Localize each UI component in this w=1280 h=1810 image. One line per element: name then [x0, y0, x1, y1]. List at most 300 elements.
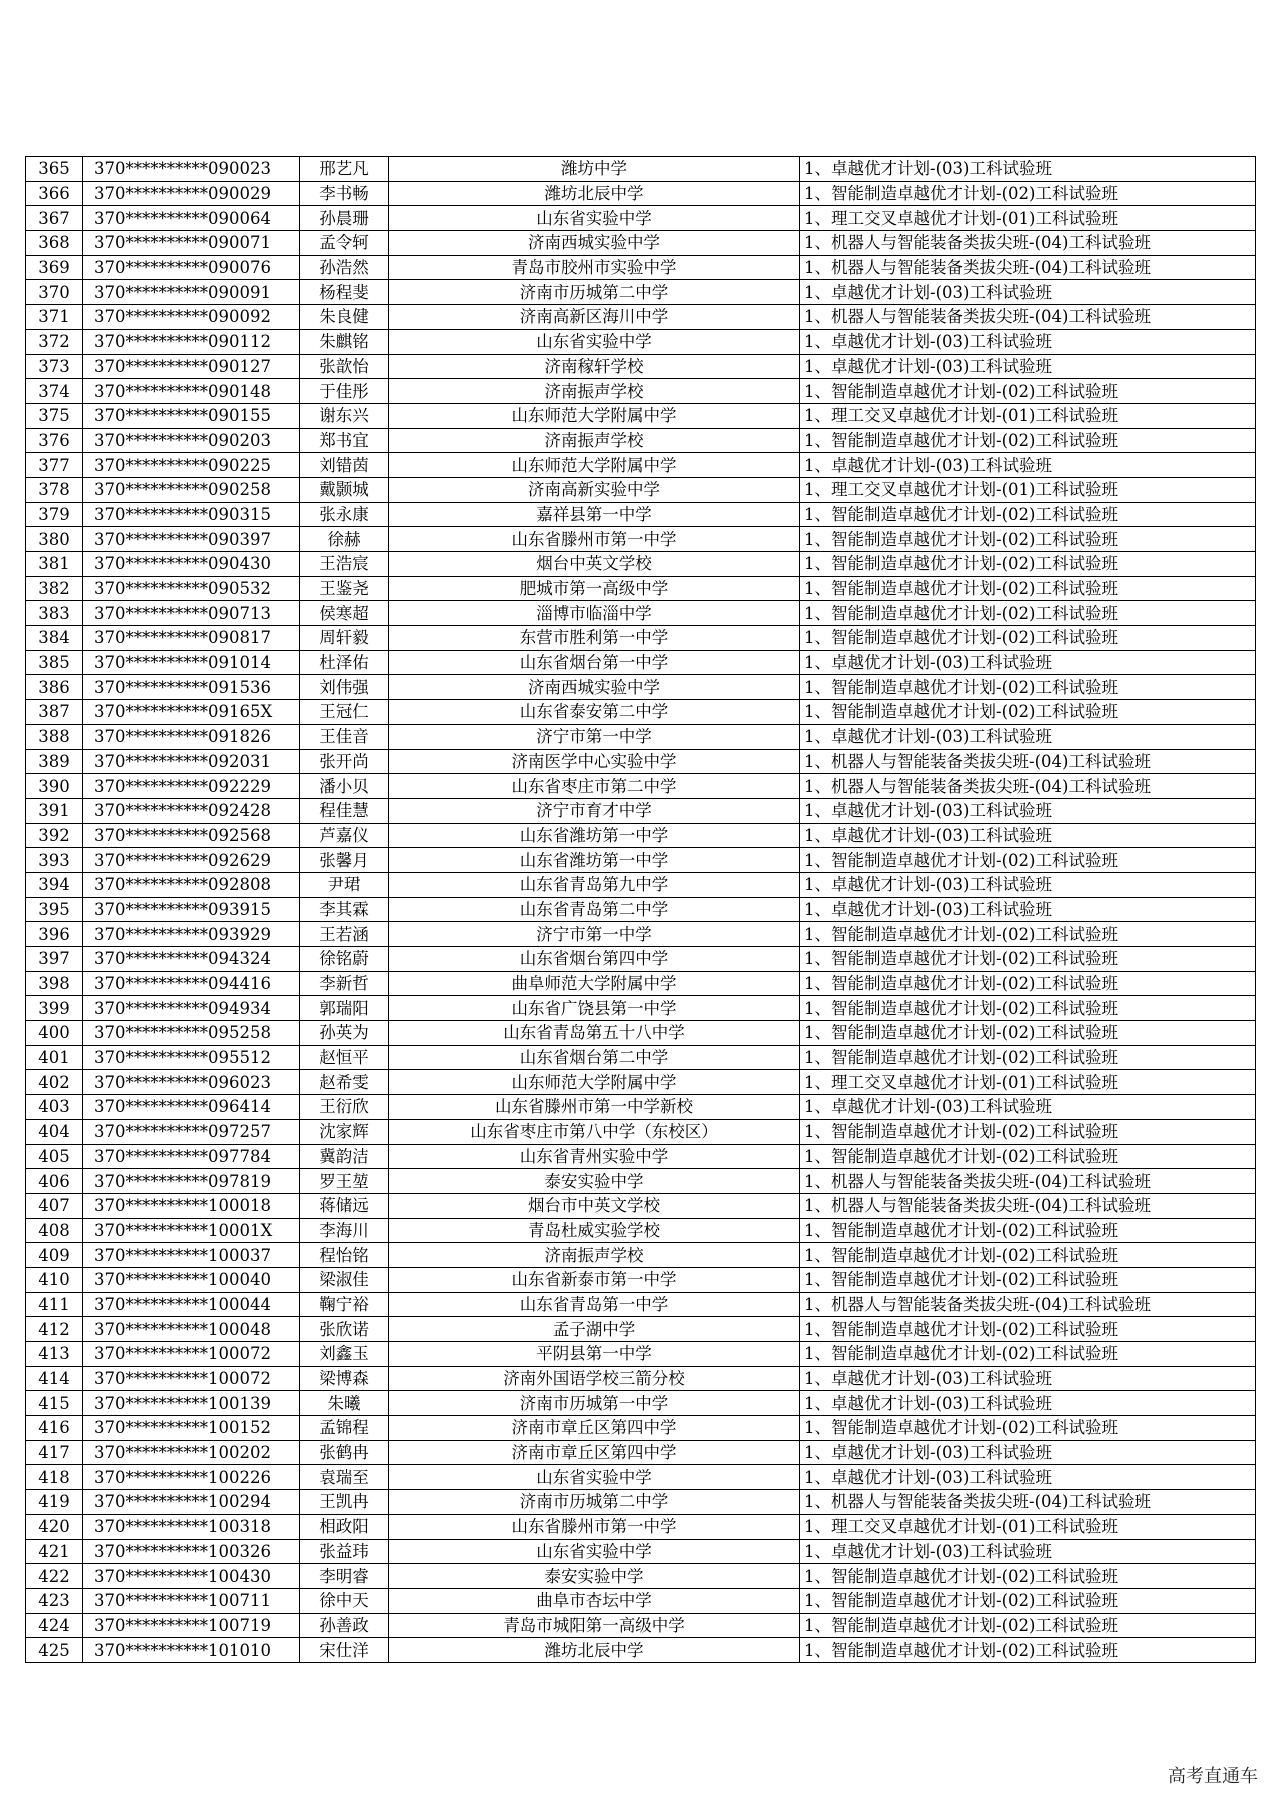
table-row	[26, 477, 1256, 502]
table-row	[26, 403, 1256, 428]
school-name-cell: 济南市章丘区第四中学	[389, 1416, 800, 1441]
student-id-cell: 370**********096414	[83, 1095, 300, 1120]
school-name-cell: 山东省实验中学	[389, 206, 800, 231]
row-number-cell: 421	[26, 1539, 83, 1564]
row-number-cell: 376	[26, 428, 83, 453]
student-name-cell: 张歆怡	[300, 354, 389, 379]
program-name-cell: 1、机器人与智能装备类拔尖班-(04)工科试验班	[800, 1169, 1256, 1194]
row-number-cell: 375	[26, 403, 83, 428]
student-id-cell: 370**********090258	[83, 477, 300, 502]
student-id-cell: 370**********100719	[83, 1613, 300, 1638]
table-row	[26, 872, 1256, 897]
row-number-cell: 388	[26, 724, 83, 749]
school-name-cell: 山东省烟台第四中学	[389, 947, 800, 972]
table-row	[26, 650, 1256, 675]
school-name-cell: 济南振声学校	[389, 1243, 800, 1268]
student-id-cell: 370**********090203	[83, 428, 300, 453]
student-name-cell: 王若涵	[300, 922, 389, 947]
table-row	[26, 1366, 1256, 1391]
student-id-cell: 370**********100318	[83, 1514, 300, 1539]
row-number-cell: 381	[26, 552, 83, 577]
student-name-cell: 郭瑞阳	[300, 996, 389, 1021]
watermark-text: 高考直通车	[1168, 1766, 1258, 1787]
program-name-cell: 1、卓越优才计划-(03)工科试验班	[800, 1539, 1256, 1564]
student-name-cell: 张馨月	[300, 848, 389, 873]
table-row	[26, 1613, 1256, 1638]
program-name-cell: 1、智能制造卓越优才计划-(02)工科试验班	[800, 1243, 1256, 1268]
row-number-cell: 410	[26, 1267, 83, 1292]
school-name-cell: 山东师范大学附属中学	[389, 403, 800, 428]
school-name-cell: 济南振声学校	[389, 428, 800, 453]
table-row	[26, 626, 1256, 651]
school-name-cell: 山东省实验中学	[389, 329, 800, 354]
student-name-cell: 张鹤冉	[300, 1440, 389, 1465]
table-row	[26, 552, 1256, 577]
student-name-cell: 王鉴尧	[300, 576, 389, 601]
program-name-cell: 1、理工交叉卓越优才计划-(01)工科试验班	[800, 206, 1256, 231]
student-id-cell: 370**********100037	[83, 1243, 300, 1268]
program-name-cell: 1、机器人与智能装备类拔尖班-(04)工科试验班	[800, 774, 1256, 799]
row-number-cell: 409	[26, 1243, 83, 1268]
student-id-cell: 370**********090430	[83, 552, 300, 577]
row-number-cell: 400	[26, 1021, 83, 1046]
table-row	[26, 601, 1256, 626]
student-name-cell: 孙晨珊	[300, 206, 389, 231]
school-name-cell: 山东省青岛第一中学	[389, 1292, 800, 1317]
row-number-cell: 422	[26, 1564, 83, 1589]
student-name-cell: 邢艺凡	[300, 157, 389, 182]
school-name-cell: 济南市历城第二中学	[389, 1490, 800, 1515]
row-number-cell: 387	[26, 700, 83, 725]
row-number-cell: 405	[26, 1144, 83, 1169]
student-id-cell: 370**********091826	[83, 724, 300, 749]
program-name-cell: 1、卓越优才计划-(03)工科试验班	[800, 1366, 1256, 1391]
student-id-cell: 370**********100202	[83, 1440, 300, 1465]
program-name-cell: 1、卓越优才计划-(03)工科试验班	[800, 872, 1256, 897]
table-row	[26, 280, 1256, 305]
school-name-cell: 山东省滕州市第一中学	[389, 527, 800, 552]
program-name-cell: 1、机器人与智能装备类拔尖班-(04)工科试验班	[800, 749, 1256, 774]
program-name-cell: 1、智能制造卓越优才计划-(02)工科试验班	[800, 1144, 1256, 1169]
row-number-cell: 392	[26, 823, 83, 848]
student-name-cell: 李书畅	[300, 181, 389, 206]
table-row	[26, 255, 1256, 280]
row-number-cell: 367	[26, 206, 83, 231]
school-name-cell: 济南高新区海川中学	[389, 305, 800, 330]
program-name-cell: 1、智能制造卓越优才计划-(02)工科试验班	[800, 1218, 1256, 1243]
student-name-cell: 李海川	[300, 1218, 389, 1243]
row-number-cell: 401	[26, 1045, 83, 1070]
school-name-cell: 济南高新实验中学	[389, 477, 800, 502]
program-name-cell: 1、智能制造卓越优才计划-(02)工科试验班	[800, 1564, 1256, 1589]
student-id-cell: 370**********092629	[83, 848, 300, 873]
student-name-cell: 李新哲	[300, 971, 389, 996]
program-name-cell: 1、机器人与智能装备类拔尖班-(04)工科试验班	[800, 1292, 1256, 1317]
table-row	[26, 1169, 1256, 1194]
school-name-cell: 烟台市中英文学校	[389, 1193, 800, 1218]
student-id-cell: 370**********100711	[83, 1588, 300, 1613]
table-row	[26, 206, 1256, 231]
student-name-cell: 张永康	[300, 502, 389, 527]
school-name-cell: 山东省滕州市第一中学新校	[389, 1095, 800, 1120]
table-row	[26, 971, 1256, 996]
student-name-cell: 刘伟强	[300, 675, 389, 700]
row-number-cell: 406	[26, 1169, 83, 1194]
table-row	[26, 181, 1256, 206]
student-name-cell: 张益玮	[300, 1539, 389, 1564]
table-row	[26, 1267, 1256, 1292]
admission-list	[25, 156, 1255, 1663]
student-name-cell: 孟令轲	[300, 231, 389, 256]
table-row	[26, 1539, 1256, 1564]
row-number-cell: 413	[26, 1342, 83, 1367]
student-id-cell: 370**********100430	[83, 1564, 300, 1589]
student-id-cell: 370**********092229	[83, 774, 300, 799]
student-id-cell: 370**********090064	[83, 206, 300, 231]
program-name-cell: 1、智能制造卓越优才计划-(02)工科试验班	[800, 576, 1256, 601]
table-row	[26, 1638, 1256, 1663]
school-name-cell: 潍坊北辰中学	[389, 1638, 800, 1663]
program-name-cell: 1、智能制造卓越优才计划-(02)工科试验班	[800, 675, 1256, 700]
row-number-cell: 404	[26, 1119, 83, 1144]
school-name-cell: 青岛市胶州市实验中学	[389, 255, 800, 280]
school-name-cell: 山东省烟台第二中学	[389, 1045, 800, 1070]
program-name-cell: 1、智能制造卓越优才计划-(02)工科试验班	[800, 601, 1256, 626]
program-name-cell: 1、智能制造卓越优才计划-(02)工科试验班	[800, 1342, 1256, 1367]
row-number-cell: 368	[26, 231, 83, 256]
student-name-cell: 潘小贝	[300, 774, 389, 799]
row-number-cell: 399	[26, 996, 83, 1021]
school-name-cell: 山东师范大学附属中学	[389, 453, 800, 478]
row-number-cell: 365	[26, 157, 83, 182]
row-number-cell: 425	[26, 1638, 83, 1663]
student-name-cell: 于佳彤	[300, 379, 389, 404]
student-id-cell: 370**********10001X	[83, 1218, 300, 1243]
student-id-cell: 370**********094324	[83, 947, 300, 972]
table-row	[26, 947, 1256, 972]
student-name-cell: 王佳音	[300, 724, 389, 749]
student-id-cell: 370**********100152	[83, 1416, 300, 1441]
school-name-cell: 泰安实验中学	[389, 1169, 800, 1194]
program-name-cell: 1、智能制造卓越优才计划-(02)工科试验班	[800, 1021, 1256, 1046]
table-row	[26, 428, 1256, 453]
program-name-cell: 1、机器人与智能装备类拔尖班-(04)工科试验班	[800, 305, 1256, 330]
table-row	[26, 453, 1256, 478]
table-row	[26, 897, 1256, 922]
student-id-cell: 370**********096023	[83, 1070, 300, 1095]
program-name-cell: 1、智能制造卓越优才计划-(02)工科试验班	[800, 181, 1256, 206]
student-id-cell: 370**********090532	[83, 576, 300, 601]
student-name-cell: 朱良健	[300, 305, 389, 330]
student-name-cell: 李其霖	[300, 897, 389, 922]
table-row	[26, 1391, 1256, 1416]
school-name-cell: 肥城市第一高级中学	[389, 576, 800, 601]
student-id-cell: 370**********097784	[83, 1144, 300, 1169]
student-id-cell: 370**********090148	[83, 379, 300, 404]
row-number-cell: 414	[26, 1366, 83, 1391]
student-name-cell: 王衍欣	[300, 1095, 389, 1120]
school-name-cell: 山东省青岛第五十八中学	[389, 1021, 800, 1046]
row-number-cell: 380	[26, 527, 83, 552]
student-name-cell: 沈家辉	[300, 1119, 389, 1144]
program-name-cell: 1、卓越优才计划-(03)工科试验班	[800, 724, 1256, 749]
school-name-cell: 潍坊北辰中学	[389, 181, 800, 206]
table-row	[26, 305, 1256, 330]
student-id-cell: 370**********092031	[83, 749, 300, 774]
table-row	[26, 1292, 1256, 1317]
student-id-cell: 370**********100072	[83, 1342, 300, 1367]
row-number-cell: 373	[26, 354, 83, 379]
table-row	[26, 1317, 1256, 1342]
row-number-cell: 398	[26, 971, 83, 996]
student-id-cell: 370**********090155	[83, 403, 300, 428]
student-id-cell: 370**********100018	[83, 1193, 300, 1218]
school-name-cell: 山东省广饶县第一中学	[389, 996, 800, 1021]
school-name-cell: 山东省青岛第二中学	[389, 897, 800, 922]
student-name-cell: 杜泽佑	[300, 650, 389, 675]
row-number-cell: 407	[26, 1193, 83, 1218]
student-id-cell: 370**********100226	[83, 1465, 300, 1490]
student-id-cell: 370**********092428	[83, 798, 300, 823]
table-row	[26, 1564, 1256, 1589]
table-body	[26, 157, 1256, 1663]
program-name-cell: 1、智能制造卓越优才计划-(02)工科试验班	[800, 947, 1256, 972]
school-name-cell: 曲阜市杏坛中学	[389, 1588, 800, 1613]
student-name-cell: 李明睿	[300, 1564, 389, 1589]
student-id-cell: 370**********095258	[83, 1021, 300, 1046]
student-id-cell: 370**********090029	[83, 181, 300, 206]
student-name-cell: 周轩毅	[300, 626, 389, 651]
student-id-cell: 370**********100326	[83, 1539, 300, 1564]
student-name-cell: 刘鑫玉	[300, 1342, 389, 1367]
table-row	[26, 700, 1256, 725]
program-name-cell: 1、智能制造卓越优才计划-(02)工科试验班	[800, 1613, 1256, 1638]
school-name-cell: 淄博市临淄中学	[389, 601, 800, 626]
student-id-cell: 370**********092568	[83, 823, 300, 848]
table-row	[26, 1021, 1256, 1046]
student-name-cell: 孙英为	[300, 1021, 389, 1046]
row-number-cell: 403	[26, 1095, 83, 1120]
row-number-cell: 370	[26, 280, 83, 305]
row-number-cell: 377	[26, 453, 83, 478]
row-number-cell: 420	[26, 1514, 83, 1539]
row-number-cell: 395	[26, 897, 83, 922]
student-name-cell: 郑书宜	[300, 428, 389, 453]
student-id-cell: 370**********090092	[83, 305, 300, 330]
program-name-cell: 1、智能制造卓越优才计划-(02)工科试验班	[800, 1119, 1256, 1144]
student-name-cell: 孙浩然	[300, 255, 389, 280]
row-number-cell: 393	[26, 848, 83, 873]
row-number-cell: 408	[26, 1218, 83, 1243]
student-id-cell: 370**********093929	[83, 922, 300, 947]
table-row	[26, 1095, 1256, 1120]
program-name-cell: 1、智能制造卓越优才计划-(02)工科试验班	[800, 971, 1256, 996]
program-name-cell: 1、智能制造卓越优才计划-(02)工科试验班	[800, 502, 1256, 527]
table-row	[26, 157, 1256, 182]
student-id-cell: 370**********100294	[83, 1490, 300, 1515]
student-name-cell: 孙善政	[300, 1613, 389, 1638]
table-row	[26, 996, 1256, 1021]
school-name-cell: 潍坊中学	[389, 157, 800, 182]
table-row	[26, 231, 1256, 256]
row-number-cell: 412	[26, 1317, 83, 1342]
program-name-cell: 1、理工交叉卓越优才计划-(01)工科试验班	[800, 477, 1256, 502]
student-name-cell: 朱曦	[300, 1391, 389, 1416]
student-name-cell: 梁淑佳	[300, 1267, 389, 1292]
program-name-cell: 1、卓越优才计划-(03)工科试验班	[800, 280, 1256, 305]
student-id-cell: 370**********095512	[83, 1045, 300, 1070]
student-id-cell: 370**********090071	[83, 231, 300, 256]
row-number-cell: 372	[26, 329, 83, 354]
row-number-cell: 417	[26, 1440, 83, 1465]
school-name-cell: 山东省实验中学	[389, 1465, 800, 1490]
program-name-cell: 1、智能制造卓越优才计划-(02)工科试验班	[800, 527, 1256, 552]
student-id-cell: 370**********094416	[83, 971, 300, 996]
student-id-cell: 370**********090817	[83, 626, 300, 651]
row-number-cell: 411	[26, 1292, 83, 1317]
student-name-cell: 杨程斐	[300, 280, 389, 305]
program-name-cell: 1、卓越优才计划-(03)工科试验班	[800, 157, 1256, 182]
row-number-cell: 389	[26, 749, 83, 774]
student-id-cell: 370**********090112	[83, 329, 300, 354]
program-name-cell: 1、智能制造卓越优才计划-(02)工科试验班	[800, 428, 1256, 453]
student-name-cell: 侯寒超	[300, 601, 389, 626]
student-name-cell: 罗王堃	[300, 1169, 389, 1194]
table-row	[26, 1193, 1256, 1218]
table-row	[26, 1070, 1256, 1095]
program-name-cell: 1、智能制造卓越优才计划-(02)工科试验班	[800, 922, 1256, 947]
student-id-cell: 370**********090397	[83, 527, 300, 552]
student-id-cell: 370**********097819	[83, 1169, 300, 1194]
program-name-cell: 1、智能制造卓越优才计划-(02)工科试验班	[800, 626, 1256, 651]
student-name-cell: 朱麒铭	[300, 329, 389, 354]
program-name-cell: 1、智能制造卓越优才计划-(02)工科试验班	[800, 1317, 1256, 1342]
row-number-cell: 384	[26, 626, 83, 651]
table-row	[26, 1588, 1256, 1613]
program-name-cell: 1、智能制造卓越优才计划-(02)工科试验班	[800, 1416, 1256, 1441]
table-row	[26, 329, 1256, 354]
student-id-cell: 370**********090076	[83, 255, 300, 280]
student-name-cell: 相政阳	[300, 1514, 389, 1539]
row-number-cell: 419	[26, 1490, 83, 1515]
program-name-cell: 1、卓越优才计划-(03)工科试验班	[800, 650, 1256, 675]
student-name-cell: 程佳慧	[300, 798, 389, 823]
school-name-cell: 山东省枣庄市第八中学（东校区）	[389, 1119, 800, 1144]
student-name-cell: 赵恒平	[300, 1045, 389, 1070]
program-name-cell: 1、理工交叉卓越优才计划-(01)工科试验班	[800, 1514, 1256, 1539]
table-row	[26, 1243, 1256, 1268]
student-name-cell: 王冠仁	[300, 700, 389, 725]
school-name-cell: 孟子湖中学	[389, 1317, 800, 1342]
program-name-cell: 1、卓越优才计划-(03)工科试验班	[800, 1095, 1256, 1120]
school-name-cell: 济南市历城第一中学	[389, 1391, 800, 1416]
school-name-cell: 济宁市育才中学	[389, 798, 800, 823]
student-name-cell: 谢东兴	[300, 403, 389, 428]
student-id-cell: 370**********097257	[83, 1119, 300, 1144]
student-id-cell: 370**********090713	[83, 601, 300, 626]
student-name-cell: 袁瑞至	[300, 1465, 389, 1490]
school-name-cell: 济南市章丘区第四中学	[389, 1440, 800, 1465]
table-row	[26, 1465, 1256, 1490]
row-number-cell: 391	[26, 798, 83, 823]
row-number-cell: 369	[26, 255, 83, 280]
school-name-cell: 嘉祥县第一中学	[389, 502, 800, 527]
admission-table	[25, 156, 1256, 1663]
school-name-cell: 泰安实验中学	[389, 1564, 800, 1589]
table-row	[26, 922, 1256, 947]
row-number-cell: 396	[26, 922, 83, 947]
student-name-cell: 程怡铭	[300, 1243, 389, 1268]
student-name-cell: 张欣诺	[300, 1317, 389, 1342]
program-name-cell: 1、卓越优才计划-(03)工科试验班	[800, 823, 1256, 848]
row-number-cell: 379	[26, 502, 83, 527]
school-name-cell: 济南医学中心实验中学	[389, 749, 800, 774]
student-name-cell: 刘错茵	[300, 453, 389, 478]
program-name-cell: 1、卓越优才计划-(03)工科试验班	[800, 798, 1256, 823]
program-name-cell: 1、卓越优才计划-(03)工科试验班	[800, 329, 1256, 354]
student-id-cell: 370**********100072	[83, 1366, 300, 1391]
row-number-cell: 383	[26, 601, 83, 626]
table-row	[26, 1045, 1256, 1070]
program-name-cell: 1、智能制造卓越优才计划-(02)工科试验班	[800, 552, 1256, 577]
student-name-cell: 戴颢城	[300, 477, 389, 502]
student-id-cell: 370**********090127	[83, 354, 300, 379]
student-name-cell: 张开尚	[300, 749, 389, 774]
school-name-cell: 山东省青岛第九中学	[389, 872, 800, 897]
student-name-cell: 蒋储远	[300, 1193, 389, 1218]
row-number-cell: 386	[26, 675, 83, 700]
student-id-cell: 370**********093915	[83, 897, 300, 922]
row-number-cell: 374	[26, 379, 83, 404]
student-id-cell: 370**********100044	[83, 1292, 300, 1317]
program-name-cell: 1、机器人与智能装备类拔尖班-(04)工科试验班	[800, 1193, 1256, 1218]
school-name-cell: 东营市胜利第一中学	[389, 626, 800, 651]
school-name-cell: 青岛杜威实验学校	[389, 1218, 800, 1243]
table-row	[26, 354, 1256, 379]
row-number-cell: 397	[26, 947, 83, 972]
table-row	[26, 1218, 1256, 1243]
student-id-cell: 370**********100139	[83, 1391, 300, 1416]
student-id-cell: 370**********090023	[83, 157, 300, 182]
program-name-cell: 1、卓越优才计划-(03)工科试验班	[800, 1391, 1256, 1416]
table-row	[26, 1514, 1256, 1539]
school-name-cell: 山东省新泰市第一中学	[389, 1267, 800, 1292]
table-row	[26, 848, 1256, 873]
student-name-cell: 徐赫	[300, 527, 389, 552]
program-name-cell: 1、智能制造卓越优才计划-(02)工科试验班	[800, 996, 1256, 1021]
school-name-cell: 山东师范大学附属中学	[389, 1070, 800, 1095]
student-name-cell: 徐中天	[300, 1588, 389, 1613]
table-row	[26, 502, 1256, 527]
row-number-cell: 385	[26, 650, 83, 675]
table-row	[26, 1440, 1256, 1465]
row-number-cell: 378	[26, 477, 83, 502]
student-name-cell: 鞠宁裕	[300, 1292, 389, 1317]
student-name-cell: 冀韵洁	[300, 1144, 389, 1169]
student-name-cell: 王浩宸	[300, 552, 389, 577]
student-id-cell: 370**********092808	[83, 872, 300, 897]
school-name-cell: 青岛市城阳第一高级中学	[389, 1613, 800, 1638]
school-name-cell: 山东省烟台第一中学	[389, 650, 800, 675]
student-name-cell: 宋仕洋	[300, 1638, 389, 1663]
school-name-cell: 山东省潍坊第一中学	[389, 848, 800, 873]
program-name-cell: 1、卓越优才计划-(03)工科试验班	[800, 897, 1256, 922]
student-id-cell: 370**********101010	[83, 1638, 300, 1663]
program-name-cell: 1、智能制造卓越优才计划-(02)工科试验班	[800, 1638, 1256, 1663]
table-row	[26, 749, 1256, 774]
program-name-cell: 1、卓越优才计划-(03)工科试验班	[800, 1440, 1256, 1465]
program-name-cell: 1、智能制造卓越优才计划-(02)工科试验班	[800, 700, 1256, 725]
